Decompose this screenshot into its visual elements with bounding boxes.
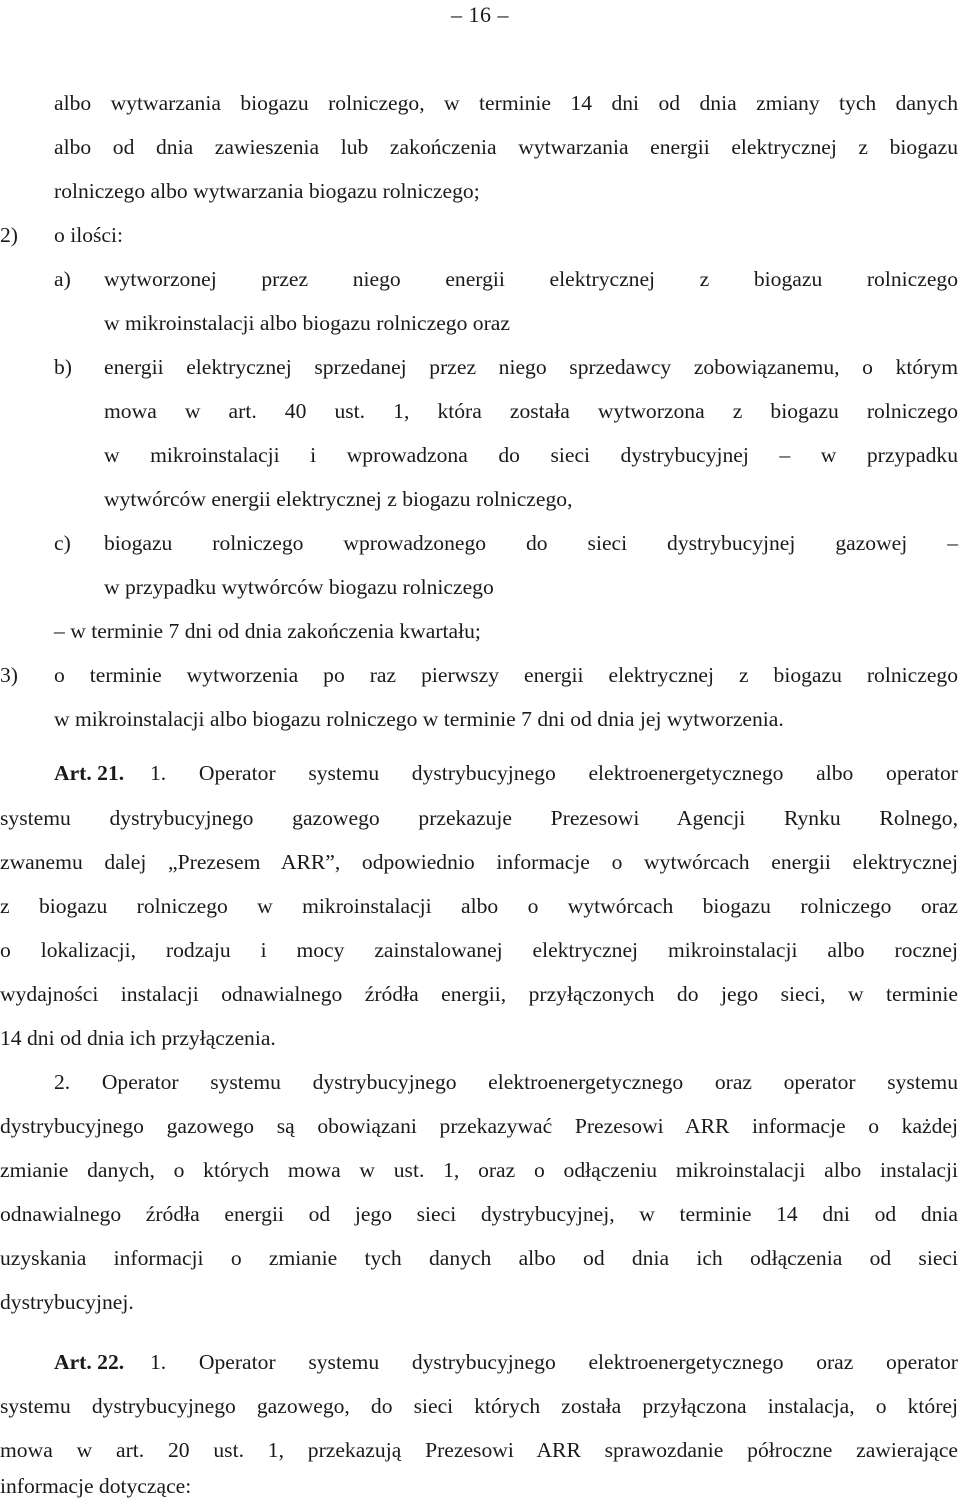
text-line: – w terminie 7 dni od dnia zakończenia kwartału; [54, 619, 481, 643]
text-line: z biogazu rolniczego w mikroinstalacji albo o wytwórcach biogazu rolniczego oraz [0, 894, 958, 918]
text-line: wytworzonej przez niego energii elektrycznej z biogazu rolniczego [104, 267, 958, 291]
text-line: mowa w art. 40 ust. 1, która została wytworzona z biogazu rolniczego [104, 399, 958, 423]
article-label: Art. 22. [54, 1350, 125, 1374]
article-heading [54, 759, 124, 787]
text-line: w mikroinstalacji albo biogazu rolniczego w terminie 7 dni od dnia jej wytworzenia. [54, 707, 784, 731]
text-line: odnawialnego źródła energii od jego sieci dystrybucyjnej, w terminie 14 dni od dnia [0, 1202, 958, 1226]
text-line: biogazu rolniczego wprowadzonego do sieci dystrybucyjnej gazowej – [104, 531, 958, 555]
text-line: w mikroinstalacji albo biogazu rolniczego oraz [104, 311, 510, 335]
list-label: 2) [0, 223, 18, 247]
text-line: 2. Operator systemu dystrybucyjnego elektroenergetycznego oraz operator systemu [54, 1070, 958, 1094]
text-line: o ilości: [54, 223, 123, 247]
text-line: dystrybucyjnej. [0, 1290, 134, 1314]
text-line: o terminie wytworzenia po raz pierwszy energii elektrycznej z biogazu rolniczego [54, 663, 958, 687]
text-line: wydajności instalacji odnawialnego źródła energii, przyłączonych do jego sieci, w terminie [0, 982, 958, 1006]
text-line: 1. Operator systemu dystrybucyjnego elektroenergetycznego oraz operator [150, 1350, 958, 1374]
text-line: albo od dnia zawieszenia lub zakończenia wytwarzania energii elektrycznej z biogazu [54, 135, 958, 159]
text-line: w przypadku wytwórców biogazu rolniczego [104, 575, 494, 599]
list-label: b) [54, 355, 72, 379]
text-line: uzyskania informacji o zmianie tych danych albo od dnia ich odłączenia od sieci [0, 1246, 958, 1270]
text-line: mowa w art. 20 ust. 1, przekazują Prezesowi ARR sprawozdanie półroczne zawierające [0, 1438, 958, 1462]
list-label: 3) [0, 663, 18, 687]
text-line: informacje dotyczące: [0, 1474, 192, 1498]
text-line: wytwórców energii elektrycznej z biogazu rolniczego, [104, 487, 573, 511]
text-line: systemu dystrybucyjnego gazowego, do sieci których została przyłączona instalacja, o której [0, 1394, 958, 1418]
text-line: o lokalizacji, rodzaju i mocy zainstalowanej elektrycznej mikroinstalacji albo rocznej [0, 938, 958, 962]
article-label: Art. 21. [54, 761, 125, 785]
text-line: dystrybucyjnego gazowego są obowiązani przekazywać Prezesowi ARR informacje o każdej [0, 1114, 958, 1138]
text-line: zwanemu dalej „Prezesem ARR”, odpowiednio informacje o wytwórcach energii elektrycznej [0, 850, 958, 874]
text-line: rolniczego albo wytwarzania biogazu rolniczego; [54, 179, 480, 203]
text-line: 14 dni od dnia ich przyłączenia. [0, 1026, 276, 1050]
text-line: albo wytwarzania biogazu rolniczego, w terminie 14 dni od dnia zmiany tych danych [54, 91, 958, 115]
text-line: energii elektrycznej sprzedanej przez niego sprzedawcy zobowiązanemu, o którym [104, 355, 958, 379]
text-line: zmianie danych, o których mowa w ust. 1, oraz o odłączeniu mikroinstalacji albo instalacji [0, 1158, 958, 1182]
text-line: 1. Operator systemu dystrybucyjnego elektroenergetycznego albo operator [150, 761, 958, 785]
article-heading [54, 1348, 124, 1376]
list-label: c) [54, 531, 71, 555]
page-number: – 16 – [451, 2, 509, 27]
text-line: w mikroinstalacji i wprowadzona do sieci dystrybucyjnej – w przypadku [104, 443, 958, 467]
text-line: systemu dystrybucyjnego gazowego przekazuje Prezesowi Agencji Rynku Rolnego, [0, 806, 958, 830]
list-label: a) [54, 267, 71, 291]
